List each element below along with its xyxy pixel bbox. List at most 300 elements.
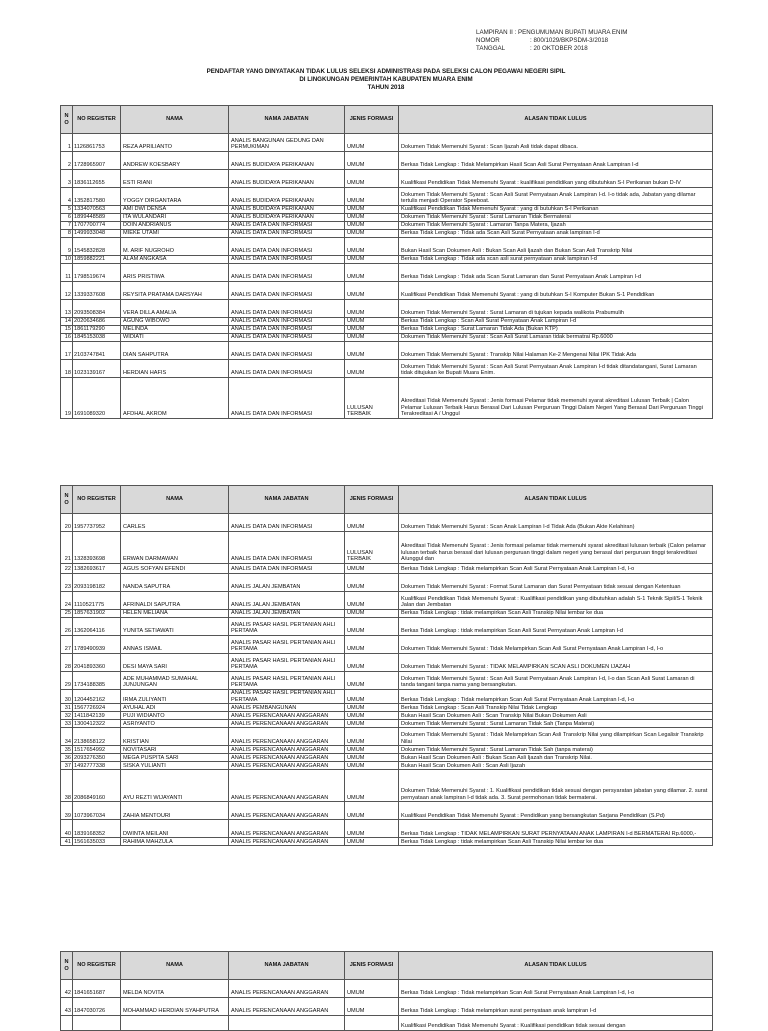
cell-alasan: Kualifikasi Pendidikan Tidak Memenuhi Syarat : Kualifikasi pendidikan tidak sesuai dengan xyxy=(399,1016,713,1031)
cell-jabatan: ANALIS PERENCANAAN ANGGARAN xyxy=(229,720,345,728)
cell-register: 1839168352 xyxy=(73,820,121,838)
cell-formasi: UMUM xyxy=(345,170,399,188)
cell-nama: ERWAN DARMAWAN xyxy=(121,532,229,564)
cell-formasi: UMUM xyxy=(345,264,399,282)
table-row xyxy=(61,334,713,342)
cell-register: 2138658122 xyxy=(73,728,121,746)
title-line-1: PENDAFTAR YANG DINYATAKAN TIDAK LULUS SELEKSI ADMINISTRASI PADA SELEKSI CALON PEGAWAI NEGERI SIPIL xyxy=(206,68,566,75)
cell-formasi: UMUM xyxy=(345,300,399,318)
cell-alasan: Bukan Hasil Scan Dokumen Asli : Scan Asli Ijazah xyxy=(399,762,713,770)
table-row xyxy=(61,134,713,152)
table-row xyxy=(61,980,713,998)
cell-formasi: UMUM xyxy=(345,564,399,574)
cell-formasi: UMUM xyxy=(345,762,399,770)
cell-formasi: LULUSAN TERBAIK xyxy=(345,378,399,419)
cell-formasi: UMUM xyxy=(345,514,399,532)
cell-no: 3 xyxy=(61,170,73,188)
tanggal-value: : 20 OKTOBER 2018 xyxy=(530,45,588,52)
cell-alasan: Dokumen Tidak Memenuhi Syarat : Scan Asli Surat Pernyataan Anak Lampiran I-d, I-o dan Scan Asli Surat Lamaran di tanda tangani tanpa nama yang bersangkutan. xyxy=(399,672,713,690)
cell-formasi: UMUM xyxy=(345,746,399,754)
table-row xyxy=(61,636,713,654)
cell-jabatan: ANALIS PASAR HASIL PERTANIAN AHLI PERTAMA xyxy=(229,690,345,704)
cell-register: 1789490939 xyxy=(73,636,121,654)
table-row xyxy=(61,264,713,282)
cell-alasan: Dokumen Tidak Memenuhi Syarat : Surat Lamaran di tujukan kepada walikota Prabumulih xyxy=(399,300,713,318)
cell-nama xyxy=(121,1016,229,1031)
cell-nama: AYU REZTI WIJAYANTI xyxy=(121,770,229,802)
cell-jabatan: ANALIS DATA DAN INFORMASI xyxy=(229,222,345,230)
cell-nama: AFDHAL AKROM xyxy=(121,378,229,419)
cell-register: 1728965907 xyxy=(73,152,121,170)
cell-nama: DESI MAYA SARI xyxy=(121,654,229,672)
cell-formasi: UMUM xyxy=(345,238,399,256)
header-register: NO REGISTER xyxy=(73,952,121,980)
cell-jabatan: ANALIS DATA DAN INFORMASI xyxy=(229,282,345,300)
cell-formasi: UMUM xyxy=(345,334,399,342)
cell-jabatan: ANALIS PERENCANAAN ANGGARAN xyxy=(229,802,345,820)
cell-alasan: Dokumen Tidak Memenuhi Syarat : Tidak Melampirkan Scan Asli Surat Pernyataan Anak Lampiran I-d, I-o xyxy=(399,636,713,654)
table-row xyxy=(61,300,713,318)
cell-jabatan: ANALIS DATA DAN INFORMASI xyxy=(229,326,345,334)
cell-register: 1300412322 xyxy=(73,720,121,728)
cell-alasan: Berkas Tidak Lengkap : Tidak ada Scan Asli Surat Pernyataan anak lampiran I-d xyxy=(399,230,713,238)
cell-no: 13 xyxy=(61,300,73,318)
cell-jabatan: ANALIS DATA DAN INFORMASI xyxy=(229,300,345,318)
cell-no: 17 xyxy=(61,342,73,360)
cell-register: 1798519674 xyxy=(73,264,121,282)
cell-jabatan: ANALIS PERENCANAAN ANGGARAN xyxy=(229,712,345,720)
cell-jabatan: ANALIS DATA DAN INFORMASI xyxy=(229,378,345,419)
cell-register: 1861179290 xyxy=(73,326,121,334)
cell-nama: DIAN SAHPUTRA xyxy=(121,342,229,360)
cell-formasi: UMUM xyxy=(345,704,399,712)
table-row xyxy=(61,342,713,360)
cell-formasi: UMUM xyxy=(345,690,399,704)
cell-formasi: UMUM xyxy=(345,134,399,152)
cell-formasi: UMUM xyxy=(345,998,399,1016)
cell-no: 36 xyxy=(61,754,73,762)
cell-register: 1411842139 xyxy=(73,712,121,720)
cell-formasi: UMUM xyxy=(345,256,399,264)
cell-nama: YUNITA SETIAWATI xyxy=(121,618,229,636)
cell-register: 1545832828 xyxy=(73,238,121,256)
table-row xyxy=(61,214,713,222)
cell-jabatan: ANALIS DATA DAN INFORMASI xyxy=(229,514,345,532)
cell-register: 1859882221 xyxy=(73,256,121,264)
cell-formasi: UMUM xyxy=(345,206,399,214)
cell-nama: ANNAS ISMAIL xyxy=(121,636,229,654)
cell-register: 1899448589 xyxy=(73,214,121,222)
cell-no: 39 xyxy=(61,802,73,820)
cell-no: 42 xyxy=(61,980,73,998)
header-jabatan: NAMA JABATAN xyxy=(229,106,345,134)
results-table-1 xyxy=(60,105,713,419)
header-alasan: ALASAN TIDAK LULUS xyxy=(399,952,713,980)
cell-jabatan: ANALIS DATA DAN INFORMASI xyxy=(229,318,345,326)
cell-alasan: Dokumen Tidak Memenuhi Syarat : Format Surat Lamaran dan Surat Pernyataan tidak sesuai dengan Ketentuan xyxy=(399,574,713,592)
cell-register: 1126861753 xyxy=(73,134,121,152)
lampiran-block xyxy=(476,29,627,53)
cell-alasan: Akreditasi Tidak Memenuhi Syarat : Jenis formasi pelamar tidak memenuhi syarat akreditasi lulusan terbaik (Calon pelamar lulusan terbaik harus berasal dari lulusan perguruan tinggi dalam negeri yang berasal dari perguruan tinggi terakreditasi A/unggul dan xyxy=(399,532,713,564)
cell-nama: HELEN MELIANA xyxy=(121,610,229,618)
cell-jabatan: ANALIS PASAR HASIL PERTANIAN AHLI PERTAMA xyxy=(229,654,345,672)
cell-alasan: Bukan Hasil Scan Dokumen Asli : Bukan Scan Asli Ijazah dan Bukan Scan Asli Transkrip Nilai xyxy=(399,238,713,256)
header-no: NO xyxy=(61,106,73,134)
results-table-2 xyxy=(60,485,713,846)
cell-jabatan: ANALIS DATA DAN INFORMASI xyxy=(229,564,345,574)
cell-no: 11 xyxy=(61,264,73,282)
cell-register: 1023139167 xyxy=(73,360,121,378)
cell-nama: REYSITA PRATAMA DARSYAH xyxy=(121,282,229,300)
cell-no: 7 xyxy=(61,222,73,230)
cell-jabatan: ANALIS DATA DAN INFORMASI xyxy=(229,360,345,378)
cell-register: 1352817580 xyxy=(73,188,121,206)
cell-alasan: Berkas Tidak Lengkap : Tidak Melampirkan Hasil Scan Asli Surat Pernyataan Anak Lampiran I-d xyxy=(399,152,713,170)
table-row xyxy=(61,690,713,704)
cell-nama: AGUNG WIBOWO xyxy=(121,318,229,326)
header-jabatan: NAMA JABATAN xyxy=(229,952,345,980)
cell-register xyxy=(73,1016,121,1031)
cell-no: 16 xyxy=(61,334,73,342)
table-row xyxy=(61,514,713,532)
table-row xyxy=(61,564,713,574)
cell-alasan: Dokumen Tidak Memenuhi Syarat : Scan Anak Lampiran I-d Tidak Ada (Bukan Akte Kelahiran) xyxy=(399,514,713,532)
cell-register: 1567726924 xyxy=(73,704,121,712)
cell-nama: NANDA SAPUTRA xyxy=(121,574,229,592)
title-line-3: TAHUN 2018 xyxy=(367,84,405,91)
cell-formasi: UMUM xyxy=(345,728,399,746)
cell-no: 9 xyxy=(61,238,73,256)
cell-no: 30 xyxy=(61,690,73,704)
cell-nama: YOGGY DIRGANTARA xyxy=(121,188,229,206)
cell-alasan: Dokumen Tidak Memenuhi Syarat : Scan Asli Surat Pernyataan Anak Lampiran I-d. I-o tidak ada, Jabatan yang dilamar tertulis menjadi Operator Speeboat. xyxy=(399,188,713,206)
cell-alasan: Dokumen Tidak Memenuhi Syarat : Scan Asli Surat Lamaran tidak bermatrai Rp.6000 xyxy=(399,334,713,342)
cell-jabatan: ANALIS PERENCANAAN ANGGARAN xyxy=(229,754,345,762)
cell-alasan: Bukan Hasil Scan Dokumen Asli : Bukan Scan Asli Ijazah dan Transkrip Nilai. xyxy=(399,754,713,762)
table-row xyxy=(61,1016,713,1031)
cell-nama: AYUHAL ADI xyxy=(121,704,229,712)
cell-jabatan: ANALIS JALAN JEMBATAN xyxy=(229,574,345,592)
cell-formasi: UMUM xyxy=(345,152,399,170)
cell-nama: M. ARIF NUGROHO xyxy=(121,238,229,256)
cell-no: 8 xyxy=(61,230,73,238)
cell-alasan: Kualifikasi Pendidikan Tidak Memenuhi Syarat : yang di butuhkan S-I Perikanan xyxy=(399,206,713,214)
cell-formasi: UMUM xyxy=(345,592,399,610)
cell-jabatan: ANALIS PEMBANGUNAN xyxy=(229,704,345,712)
cell-formasi: UMUM xyxy=(345,360,399,378)
cell-jabatan: ANALIS PERENCANAAN ANGGARAN xyxy=(229,838,345,846)
cell-register: 1857631902 xyxy=(73,610,121,618)
cell-nama: AFRINALDI SAPUTRA xyxy=(121,592,229,610)
cell-jabatan: ANALIS PERENCANAAN ANGGARAN xyxy=(229,820,345,838)
cell-formasi: UMUM xyxy=(345,188,399,206)
table-row xyxy=(61,574,713,592)
cell-no: 14 xyxy=(61,318,73,326)
header-no: NO xyxy=(61,486,73,514)
table-row xyxy=(61,610,713,618)
cell-jabatan: ANALIS PERENCANAAN ANGGARAN xyxy=(229,770,345,802)
cell-register: 2093198182 xyxy=(73,574,121,592)
table-row xyxy=(61,532,713,564)
table-row xyxy=(61,654,713,672)
cell-nama: KRISTIAN xyxy=(121,728,229,746)
cell-jabatan: ANALIS PERENCANAAN ANGGARAN xyxy=(229,980,345,998)
cell-alasan: Dokumen Tidak Memenuhi Syarat : Tidak Melampirkan Scan Asli Transkrip Nilai yang dilampirkan Scan Legalisir Transkrip Nilai xyxy=(399,728,713,746)
cell-alasan: Berkas Tidak Lengkap : Tidak ada Scan Surat Lamaran dan Surat Pernyataan Anak Lampiran I-d xyxy=(399,264,713,282)
cell-no: 38 xyxy=(61,770,73,802)
cell-nama: ARIS PRISTIWA xyxy=(121,264,229,282)
lampiran-tanggal-row xyxy=(476,45,627,53)
cell-alasan: Kualifikasi Pendidikan Tidak Memenuhi Syarat : Kualifikasi pendidikan yang dibutuhkan adalah S-1 Teknik Sipil/S-1 Teknik Jalan dan Jembatan xyxy=(399,592,713,610)
table-row xyxy=(61,326,713,334)
cell-no: 6 xyxy=(61,214,73,222)
title-line-2: DI LINGKUNGAN PEMERINTAH KABUPATEN MUARA ENIM xyxy=(299,76,473,83)
cell-nama: RAHIMA MAHZULA xyxy=(121,838,229,846)
table-row xyxy=(61,360,713,378)
cell-no: 32 xyxy=(61,712,73,720)
table-row xyxy=(61,188,713,206)
cell-alasan: Kualifikasi Pendidikan Tidak Memenuhi Syarat : yang di butuhkan S-I Komputer Bukan S-1 Pendidikan xyxy=(399,282,713,300)
cell-register: 1836112655 xyxy=(73,170,121,188)
cell-formasi: UMUM xyxy=(345,770,399,802)
table-row xyxy=(61,256,713,264)
table-row xyxy=(61,746,713,754)
cell-register: 1339337608 xyxy=(73,282,121,300)
cell-jabatan: ANALIS PERENCANAAN ANGGARAN xyxy=(229,728,345,746)
cell-no: 4 xyxy=(61,188,73,206)
cell-register: 1561635033 xyxy=(73,838,121,846)
cell-jabatan: ANALIS PASAR HASIL PERTANIAN AHLI PERTAMA xyxy=(229,636,345,654)
cell-no: 19 xyxy=(61,378,73,419)
cell-jabatan: ANALIS JALAN JEMBATAN xyxy=(229,610,345,618)
cell-formasi: LULUSAN TERBAIK xyxy=(345,532,399,564)
cell-formasi: UMUM xyxy=(345,636,399,654)
cell-no: 2 xyxy=(61,152,73,170)
cell-no: 23 xyxy=(61,574,73,592)
cell-no: 5 xyxy=(61,206,73,214)
table-row xyxy=(61,282,713,300)
cell-jabatan: ANALIS DATA DAN INFORMASI xyxy=(229,532,345,564)
tanggal-label: TANGGAL xyxy=(476,45,506,52)
cell-alasan: Berkas Tidak Lengkap : TIDAK MELAMPIRKAN SURAT PERNYATAAN ANAK LAMPIRAN I-d BERMATERAI Rp.6000,- xyxy=(399,820,713,838)
cell-formasi: UMUM xyxy=(345,654,399,672)
cell-no: 41 xyxy=(61,838,73,846)
table-row xyxy=(61,712,713,720)
cell-register: 1382693617 xyxy=(73,564,121,574)
cell-nama: HERDIAN HAFIS xyxy=(121,360,229,378)
cell-nama: ZAHIA MENTOURI xyxy=(121,802,229,820)
cell-alasan: Dokumen Tidak Memenuhi Syarat : Transkip Nilai Halaman Ke-2 Mengenai Nilai IPK Tidak Ada xyxy=(399,342,713,360)
header-no: NO xyxy=(61,952,73,980)
cell-register: 1073967034 xyxy=(73,802,121,820)
cell-alasan: Berkas Tidak Lengkap : tidak melampirkan Scan Asli Transkip Nilai lembar ke dua xyxy=(399,610,713,618)
cell-formasi: UMUM xyxy=(345,574,399,592)
cell-register: 2041893360 xyxy=(73,654,121,672)
cell-nama: CARLES xyxy=(121,514,229,532)
cell-alasan: Dokumen Tidak Memenuhi Syarat : Surat Lamaran Tidak Bermaterai xyxy=(399,214,713,222)
cell-register: 1328393698 xyxy=(73,532,121,564)
cell-nama: AGUS SOFYAN EFENDI xyxy=(121,564,229,574)
table-row xyxy=(61,378,713,419)
header-formasi: JENIS FORMASI xyxy=(345,486,399,514)
cell-nama: MELDA NOVITA xyxy=(121,980,229,998)
cell-no: 27 xyxy=(61,636,73,654)
cell-jabatan: ANALIS PERENCANAAN ANGGARAN xyxy=(229,746,345,754)
cell-no: 33 xyxy=(61,720,73,728)
cell-nama: NOVITASARI xyxy=(121,746,229,754)
cell-formasi: UMUM xyxy=(345,326,399,334)
cell-formasi: UMUM xyxy=(345,672,399,690)
cell-no: 40 xyxy=(61,820,73,838)
cell-nama: DOIN ANDRIANUS xyxy=(121,222,229,230)
cell-formasi: UMUM xyxy=(345,318,399,326)
cell-register: 1492777338 xyxy=(73,762,121,770)
cell-nama: SISKA YULIANTI xyxy=(121,762,229,770)
cell-no: 10 xyxy=(61,256,73,264)
cell-no: 28 xyxy=(61,654,73,672)
lampiran-title: LAMPIRAN II : PENGUMUMAN BUPATI MUARA ENIM xyxy=(476,29,628,36)
cell-alasan: Berkas Tidak Lengkap : Tidak melampirkan Scan Asli Surat Pernyataan Anak Lampiran I-d, I-o xyxy=(399,980,713,998)
header-jabatan: NAMA JABATAN xyxy=(229,486,345,514)
header-nama: NAMA xyxy=(121,952,229,980)
cell-nama: MIEKE UTAMI xyxy=(121,230,229,238)
cell-no: 20 xyxy=(61,514,73,532)
cell-no: 24 xyxy=(61,592,73,610)
cell-alasan: Berkas Tidak Lengkap : Scan Asli Surat Pernyataan Anak Lampiran I-d xyxy=(399,318,713,326)
cell-jabatan: ANALIS DATA DAN INFORMASI xyxy=(229,238,345,256)
cell-alasan: Berkas Tidak Lengkap : Scan Asli Transkip Nilai Tidak Lengkap xyxy=(399,704,713,712)
nomor-value: : 800/1029/BKPSDM-3/2018 xyxy=(530,37,609,44)
table-row xyxy=(61,838,713,846)
table-row xyxy=(61,728,713,746)
cell-no: 43 xyxy=(61,998,73,1016)
cell-register: 2093508384 xyxy=(73,300,121,318)
cell-alasan: Dokumen Tidak Memenuhi Syarat : TIDAK MELAMPIRKAN SCAN ASLI DOKUMEN IJAZAH xyxy=(399,654,713,672)
cell-nama: REZA APRILIANTO xyxy=(121,134,229,152)
cell-formasi: UMUM xyxy=(345,342,399,360)
cell-alasan: Berkas Tidak Lengkap : Surat Lamaran Tidak Ada (Bukan KTP) xyxy=(399,326,713,334)
cell-formasi: UMUM xyxy=(345,712,399,720)
cell-alasan: Dokumen Tidak Memenuhi Syarat : Surat Lamaran Tidak Sah (tanpa materai) xyxy=(399,746,713,754)
lampiran-nomor-row xyxy=(476,37,627,45)
cell-nama: ITA WULANDARI xyxy=(121,214,229,222)
cell-jabatan: ANALIS BUDIDAYA PERIKANAN xyxy=(229,152,345,170)
cell-register: 1517654992 xyxy=(73,746,121,754)
cell-nama: MOHAMMAD HERDIAN SYAHPUTRA xyxy=(121,998,229,1016)
cell-jabatan: ANALIS PERENCANAAN ANGGARAN xyxy=(229,998,345,1016)
table-row xyxy=(61,170,713,188)
document-title xyxy=(60,68,712,92)
table-row xyxy=(61,762,713,770)
header-nama: NAMA xyxy=(121,106,229,134)
cell-nama: IRMA ZULIYANTI xyxy=(121,690,229,704)
cell-nama: MELINDA xyxy=(121,326,229,334)
cell-formasi: UMUM xyxy=(345,754,399,762)
table-row xyxy=(61,998,713,1016)
cell-register: 1334070563 xyxy=(73,206,121,214)
header-register: NO REGISTER xyxy=(73,106,121,134)
cell-alasan: Berkas Tidak Lengkap : Tidak melampirkan Scan Asli Surat Pernyataan Anak Lampiran I-d, I-o xyxy=(399,690,713,704)
cell-alasan: Dokumen Tidak Memenuhi Syarat : 1. Kualifikasi pendidikan tidak sesuai dengan persyaratan jabatan yang dilamar. 2. surat pernyataan anak lampiran I-d tidak ada. 3. Surat permohonan tidak bermaterai. xyxy=(399,770,713,802)
cell-no: 21 xyxy=(61,532,73,564)
cell-jabatan: ANALIS PASAR HASIL PERTANIAN AHLI PERTAMA xyxy=(229,618,345,636)
cell-nama: ALAM ANGKASA xyxy=(121,256,229,264)
cell-alasan: Berkas Tidak Lengkap : Tidak melampirkan surat pernyataan anak lampiran I-d xyxy=(399,998,713,1016)
cell-register: 1204452162 xyxy=(73,690,121,704)
cell-formasi: UMUM xyxy=(345,230,399,238)
table-row xyxy=(61,238,713,256)
header-formasi: JENIS FORMASI xyxy=(345,106,399,134)
table-row xyxy=(61,318,713,326)
cell-nama: PUJI WIDIANTO xyxy=(121,712,229,720)
cell-no: 37 xyxy=(61,762,73,770)
results-table-3 xyxy=(60,951,713,1031)
cell-register: 1691089320 xyxy=(73,378,121,419)
cell-jabatan: ANALIS DATA DAN INFORMASI xyxy=(229,264,345,282)
cell-formasi: UMUM xyxy=(345,838,399,846)
cell-nama: DWINTA MEILANI xyxy=(121,820,229,838)
cell-nama: ANDREW KOESBARY xyxy=(121,152,229,170)
cell-alasan: Akreditasi Tidak Memenuhi Syarat : Jenis formasi Pelamar tidak memenuhi syarat akreditasi Lulusan Terbaik | Calon Pelamar Lulusan Terbaik Harus Berasal Dari Lulusan Perguruan Tinggi Dalam Negeri Yang Berasal Dari Perguruan Tinggi Terakreditasi A / Unggul xyxy=(399,378,713,419)
cell-jabatan: ANALIS PASAR HASIL PERTANIAN AHLI PERTAMA xyxy=(229,672,345,690)
table-row xyxy=(61,206,713,214)
cell-no: 35 xyxy=(61,746,73,754)
cell-no: 22 xyxy=(61,564,73,574)
cell-formasi: UMUM xyxy=(345,610,399,618)
cell-alasan: Bukan Hasil Scan Dokumen Asli : Scan Transkip Nilai Bukan Dokumen Asli xyxy=(399,712,713,720)
cell-jabatan: ANALIS JALAN JEMBATAN xyxy=(229,592,345,610)
cell-no: 15 xyxy=(61,326,73,334)
table-row xyxy=(61,704,713,712)
cell-jabatan: ANALIS BUDIDAYA PERIKANAN xyxy=(229,188,345,206)
cell-no: 26 xyxy=(61,618,73,636)
table-row xyxy=(61,152,713,170)
cell-alasan: Berkas Tidak Lengkap : Tidak melampirkan Scan Asli Surat Pernyataan Anak Lampiran I-d, I-o xyxy=(399,564,713,574)
cell-register: 2086849160 xyxy=(73,770,121,802)
cell-formasi: UMUM xyxy=(345,282,399,300)
nomor-label: NOMOR xyxy=(476,37,500,44)
header-alasan: ALASAN TIDAK LULUS xyxy=(399,106,713,134)
table-row xyxy=(61,820,713,838)
cell-alasan: Dokumen Tidak Memenuhi Syarat : Scan Asli Surat Pernyataan Anak Lampiran I-d tidak ditandatangani, Surat Lamaran tidak ditujukan ke Bupati Muara Enim. xyxy=(399,360,713,378)
cell-register: 2103747841 xyxy=(73,342,121,360)
cell-register: 1845153038 xyxy=(73,334,121,342)
cell-jabatan: ANALIS DATA DAN INFORMASI xyxy=(229,334,345,342)
cell-nama: MEGA PUSPITA SARI xyxy=(121,754,229,762)
cell-register: 1841651687 xyxy=(73,980,121,998)
table-row xyxy=(61,754,713,762)
cell-no: 29 xyxy=(61,672,73,690)
table-row xyxy=(61,720,713,728)
table-header-row xyxy=(61,952,713,980)
cell-nama: ADE MUHAMMAD SUMAHAL JUNJUNGAN xyxy=(121,672,229,690)
table-header-row xyxy=(61,486,713,514)
cell-register: 1707700774 xyxy=(73,222,121,230)
cell-nama: WIDIATI xyxy=(121,334,229,342)
header-register: NO REGISTER xyxy=(73,486,121,514)
cell-register: 1847030726 xyxy=(73,998,121,1016)
cell-jabatan: ANALIS BANGUNAN GEDUNG DAN PERMUKIMAN xyxy=(229,134,345,152)
cell-register: 1734188385 xyxy=(73,672,121,690)
cell-nama: ESTI RIANI xyxy=(121,170,229,188)
cell-register: 2093276350 xyxy=(73,754,121,762)
cell-nama: ASRIYANTO xyxy=(121,720,229,728)
cell-register: 2020634686 xyxy=(73,318,121,326)
cell-alasan: Dokumen Tidak Memenuhi Syarat : Lamaran Tanpa Matera, Ijazah xyxy=(399,222,713,230)
cell-alasan: Berkas Tidak Lengkap : Tidak ada scan asli surat pernyataan anak lampiran I-d xyxy=(399,256,713,264)
table-row xyxy=(61,618,713,636)
table-row xyxy=(61,592,713,610)
